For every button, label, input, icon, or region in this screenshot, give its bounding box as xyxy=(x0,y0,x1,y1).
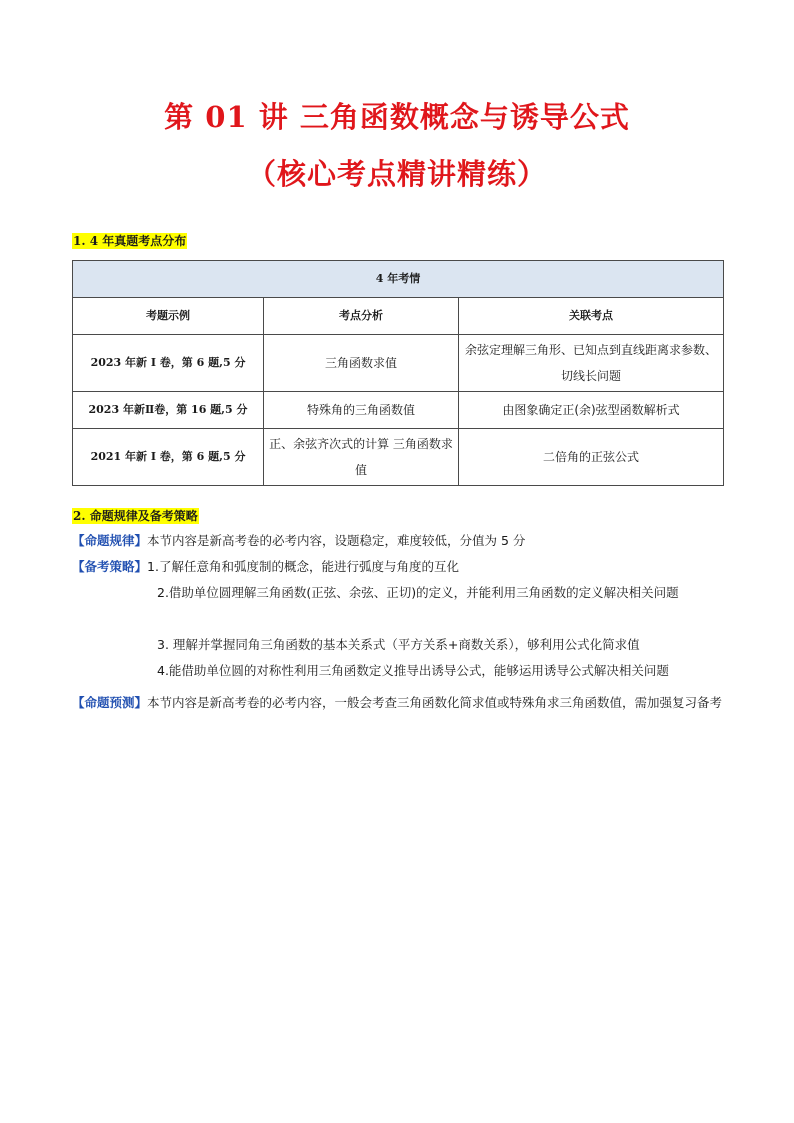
table-cell-case: 2021 年新 I 卷，第 6 题,5 分 xyxy=(73,429,264,486)
section-heading-text: 2. 命题规律及备考策略 xyxy=(73,509,198,523)
page-title: 第 01 讲 三角函数概念与诱导公式 xyxy=(164,100,630,134)
section-heading-strategy xyxy=(72,507,199,524)
strategy-item: 4.能借助单位圆的对称性利用三角函数定义推导出诱导公式，能够运用诱导公式解决相关问题 xyxy=(157,663,669,678)
strategy-tag: 【备考策略】 xyxy=(72,559,148,574)
strategy-item: 2.借助单位圆理解三角函数(正弦、余弦、正切)的定义，并能利用三角函数的定义解决相关问题 xyxy=(157,585,679,600)
rule-tag: 【命题规律】 xyxy=(72,533,148,548)
page-subtitle: （核心考点精讲精练） xyxy=(246,157,547,191)
column-header-case: 考题示例 xyxy=(73,298,264,335)
table-header-row xyxy=(73,298,724,335)
predict-text: 本节内容是新高考卷的必考内容，一般会考查三角函数化简求值或特殊角求三角函数值，需加强复习备考 xyxy=(147,695,723,710)
rule-paragraph xyxy=(72,528,724,554)
strategy-item: 3. 理解并掌握同角三角函数的基本关系式（平方关系+商数关系），够利用公式化简求值 xyxy=(157,637,640,652)
exam-table xyxy=(72,260,724,486)
table-cell-case: 2023 年新Ⅱ卷，第 16 题,5 分 xyxy=(73,392,264,429)
table-cell-analysis: 正、余弦齐次式的计算 三角函数求值 xyxy=(264,429,459,486)
rule-text: 本节内容是新高考卷的必考内容，设题稳定，难度较低，分值为 5 分 xyxy=(147,533,526,548)
table-cell-related: 二倍角的正弦公式 xyxy=(459,429,724,486)
table-cell-related: 由图象确定正(余)弦型函数解析式 xyxy=(459,392,724,429)
table-cell-case: 2023 年新 I 卷，第 6 题,5 分 xyxy=(73,335,264,392)
predict-paragraph xyxy=(72,690,724,716)
predict-tag: 【命题预测】 xyxy=(72,695,148,710)
table-caption: 4 年考情 xyxy=(73,261,724,298)
strategy-paragraph xyxy=(72,554,724,580)
section-heading-distribution xyxy=(72,232,187,249)
table-cell-analysis: 三角函数求值 xyxy=(264,335,459,392)
table-cell-related: 余弦定理解三角形、已知点到直线距离求参数、切线长问题 xyxy=(459,335,724,392)
table-caption-row xyxy=(73,261,724,298)
column-header-analysis: 考点分析 xyxy=(264,298,459,335)
table-row xyxy=(73,335,724,392)
column-header-related: 关联考点 xyxy=(459,298,724,335)
section-heading-text: 1. 4 年真题考点分布 xyxy=(73,234,187,248)
table-cell-analysis: 特殊角的三角函数值 xyxy=(264,392,459,429)
table-row xyxy=(73,392,724,429)
table-row xyxy=(73,429,724,486)
strategy-item: 1.了解任意角和弧度制的概念，能进行弧度与角度的互化 xyxy=(147,559,459,574)
